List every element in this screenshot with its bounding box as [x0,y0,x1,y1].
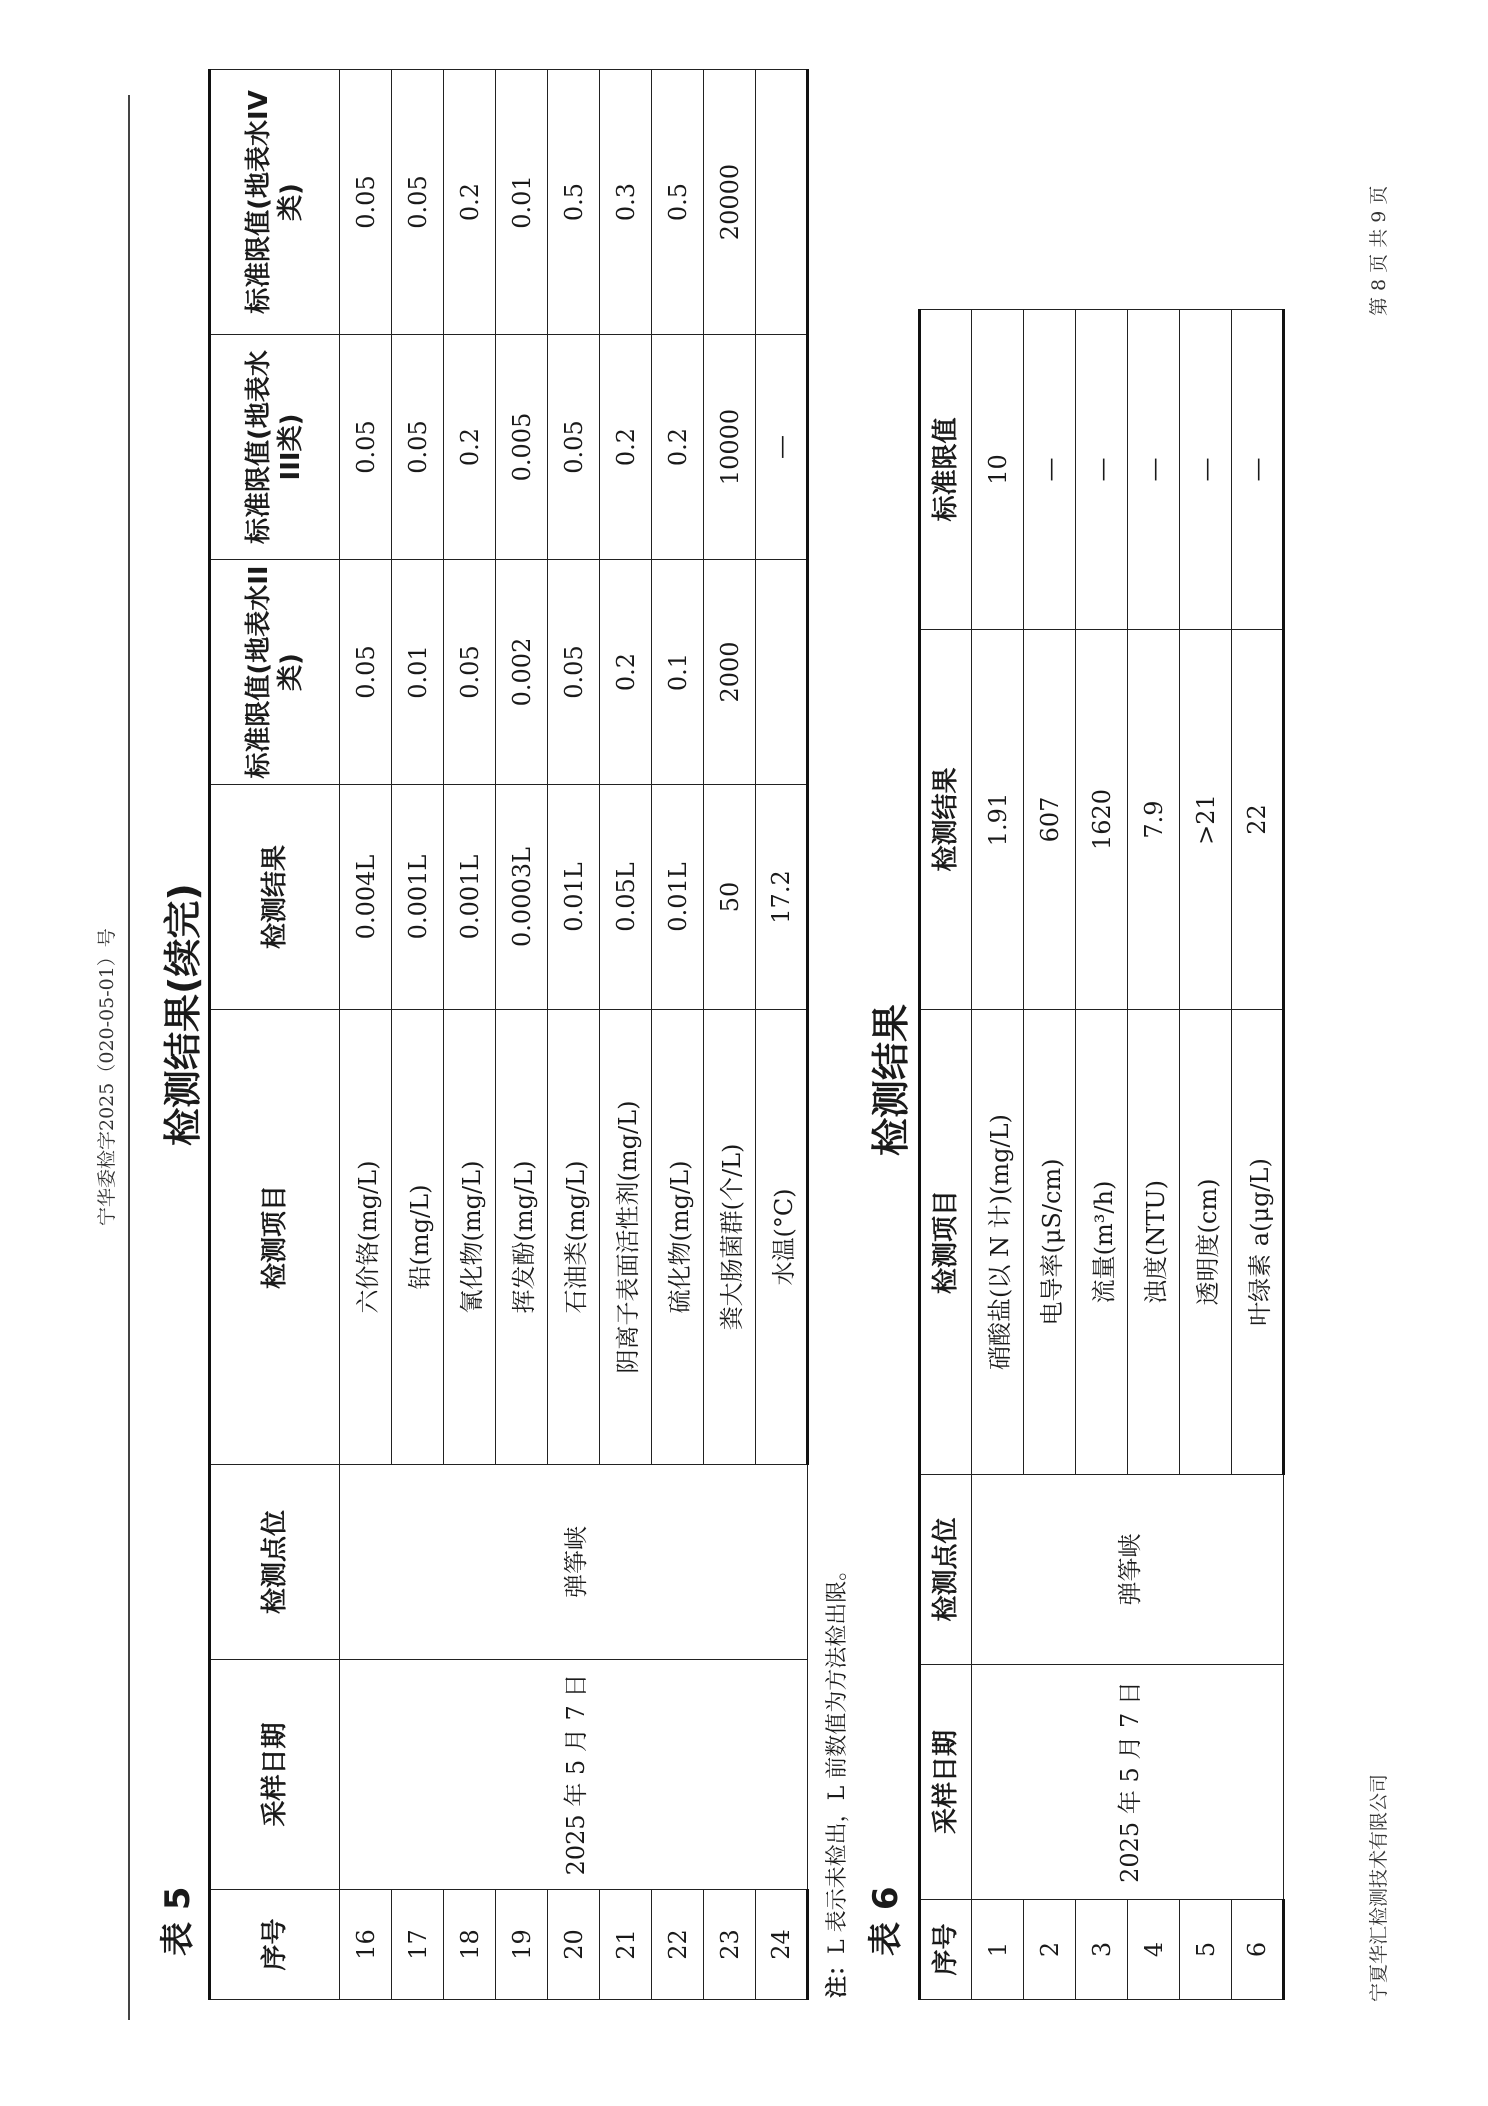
t6-result: 1620 [1076,630,1128,1010]
t6-result: 7.9 [1128,630,1180,1010]
t5-std2: 0.05 [444,560,496,785]
t5-result: 0.01L [548,785,600,1010]
t5-std2: 0.1 [652,560,704,785]
t5-result: 0.001L [444,785,496,1010]
t6-item: 浊度(NTU) [1128,1010,1180,1475]
t6-seq: 6 [1232,1900,1284,2000]
t6-result: 22 [1232,630,1284,1010]
t5-std4: 0.5 [548,70,600,335]
t5-std2: 0.05 [340,560,392,785]
t6-seq: 2 [1024,1900,1076,2000]
t6-site-cell [972,1475,1284,1665]
t5-std3: — [756,335,808,560]
t5-header-result: 检测结果 [210,785,340,1010]
t5-std3: 0.2 [600,335,652,560]
t5-item: 水温(°C) [756,1010,808,1465]
t5-std2: 2000 [704,560,756,785]
t5-seq: 18 [444,1890,496,2000]
t5-result: 0.01L [652,785,704,1010]
t5-result: 0.0003L [496,785,548,1010]
t6-seq: 3 [1076,1900,1128,2000]
t5-result: 0.004L [340,785,392,1010]
header-rule [128,95,130,2020]
t5-date: 2025 年 5 月 7 日 [562,1673,590,1876]
t5-std4 [756,70,808,335]
doc-number: 宁华委检字2025（020-05-01）号 [96,928,118,1226]
t5-std3: 10000 [704,335,756,560]
t6-date: 2025 年 5 月 7 日 [1116,1681,1144,1883]
t6-site: 弹筝峡 [1116,1533,1144,1606]
t6-header-site: 检测点位 [920,1475,972,1665]
t5-std3: 0.005 [496,335,548,560]
t6-item: 电导率(μS/cm) [1024,1010,1076,1475]
t5-header-item: 检测项目 [210,1010,340,1465]
t5-seq: 17 [392,1890,444,2000]
t5-item: 硫化物(mg/L) [652,1010,704,1465]
t6-result: >21 [1180,630,1232,1010]
t5-std3: 0.2 [652,335,704,560]
t5-result: 50 [704,785,756,1010]
table-row [972,310,1024,2000]
t6-item: 透明度(cm) [1180,1010,1232,1475]
t5-std3: 0.05 [340,335,392,560]
t5-header-std2: 标准限值(地表水II类) [210,560,340,785]
note-prefix: 注： [825,1953,850,1998]
t6-header-result: 检测结果 [920,630,972,1010]
t6-result: 607 [1024,630,1076,1010]
t5-std4: 0.05 [340,70,392,335]
t5-std3: 0.05 [392,335,444,560]
t5-std2: 0.01 [392,560,444,785]
table5-title: 检测结果(续完) [161,883,205,1146]
t5-item: 阴离子表面活性剂(mg/L) [600,1010,652,1465]
t5-item: 六价铬(mg/L) [340,1010,392,1465]
t5-std2 [756,560,808,785]
t6-item: 流量(m³/h) [1076,1010,1128,1475]
table-row [340,70,392,2000]
t5-header-seq: 序号 [210,1890,340,2000]
t6-header-item: 检测项目 [920,1010,972,1475]
t5-seq: 23 [704,1890,756,2000]
table5-label: 表 5 [158,1886,198,1956]
t5-std4: 0.01 [496,70,548,335]
table6 [918,309,1285,2000]
t5-std2: 0.002 [496,560,548,785]
t5-item: 铅(mg/L) [392,1010,444,1465]
t5-std4: 0.3 [600,70,652,335]
t5-header-std4: 标准限值(地表水IV类) [210,70,340,335]
t5-std3: 0.05 [548,335,600,560]
t6-std: — [1076,310,1128,630]
t5-std4: 20000 [704,70,756,335]
t5-std2: 0.05 [548,560,600,785]
t5-item: 粪大肠菌群(个/L) [704,1010,756,1465]
t5-std4: 0.05 [392,70,444,335]
note-text: L 表示未检出，L 前数值为方法检出限。 [825,1558,850,1954]
t6-std: 10 [972,310,1024,630]
table5-note [820,1559,851,1998]
t5-std4: 0.2 [444,70,496,335]
t5-std4: 0.5 [652,70,704,335]
t6-item: 硝酸盐(以 N 计)(mg/L) [972,1010,1024,1475]
t6-result: 1.91 [972,630,1024,1010]
t5-std2: 0.2 [600,560,652,785]
t6-date-cell [972,1665,1284,1900]
t6-std: — [1180,310,1232,630]
t5-item: 挥发酚(mg/L) [496,1010,548,1465]
t5-result: 17.2 [756,785,808,1010]
table6-label: 表 6 [866,1886,906,1956]
t5-header-site: 检测点位 [210,1465,340,1660]
table5 [208,69,809,2000]
t5-seq: 24 [756,1890,808,2000]
t5-header-date: 采样日期 [210,1660,340,1890]
t5-result: 0.05L [600,785,652,1010]
footer-page: 第 8 页 共 9 页 [1368,185,1390,316]
t6-seq: 1 [972,1900,1024,2000]
t5-item: 氰化物(mg/L) [444,1010,496,1465]
t5-seq: 20 [548,1890,600,2000]
t5-item: 石油类(mg/L) [548,1010,600,1465]
t6-header-date: 采样日期 [920,1665,972,1900]
t5-date-cell [340,1660,808,1890]
t6-std: — [1128,310,1180,630]
t5-header-std3: 标准限值(地表水III类) [210,335,340,560]
t5-seq: 19 [496,1890,548,2000]
footer-company: 宁夏华汇检测技术有限公司 [1368,1773,1390,2002]
t5-result: 0.001L [392,785,444,1010]
t5-seq: 22 [652,1890,704,2000]
t6-std: — [1232,310,1284,630]
t6-header-seq: 序号 [920,1900,972,2000]
t6-std: — [1024,310,1076,630]
t5-std3: 0.2 [444,335,496,560]
t6-seq: 4 [1128,1900,1180,2000]
t5-seq: 21 [600,1890,652,2000]
t6-header-std: 标准限值 [920,310,972,630]
t6-item: 叶绿素 a(μg/L) [1232,1010,1284,1475]
t5-seq: 16 [340,1890,392,2000]
table6-title: 检测结果 [869,1003,913,1156]
t5-site: 弹筝峡 [562,1526,590,1598]
t6-seq: 5 [1180,1900,1232,2000]
t5-site-cell [340,1465,808,1660]
